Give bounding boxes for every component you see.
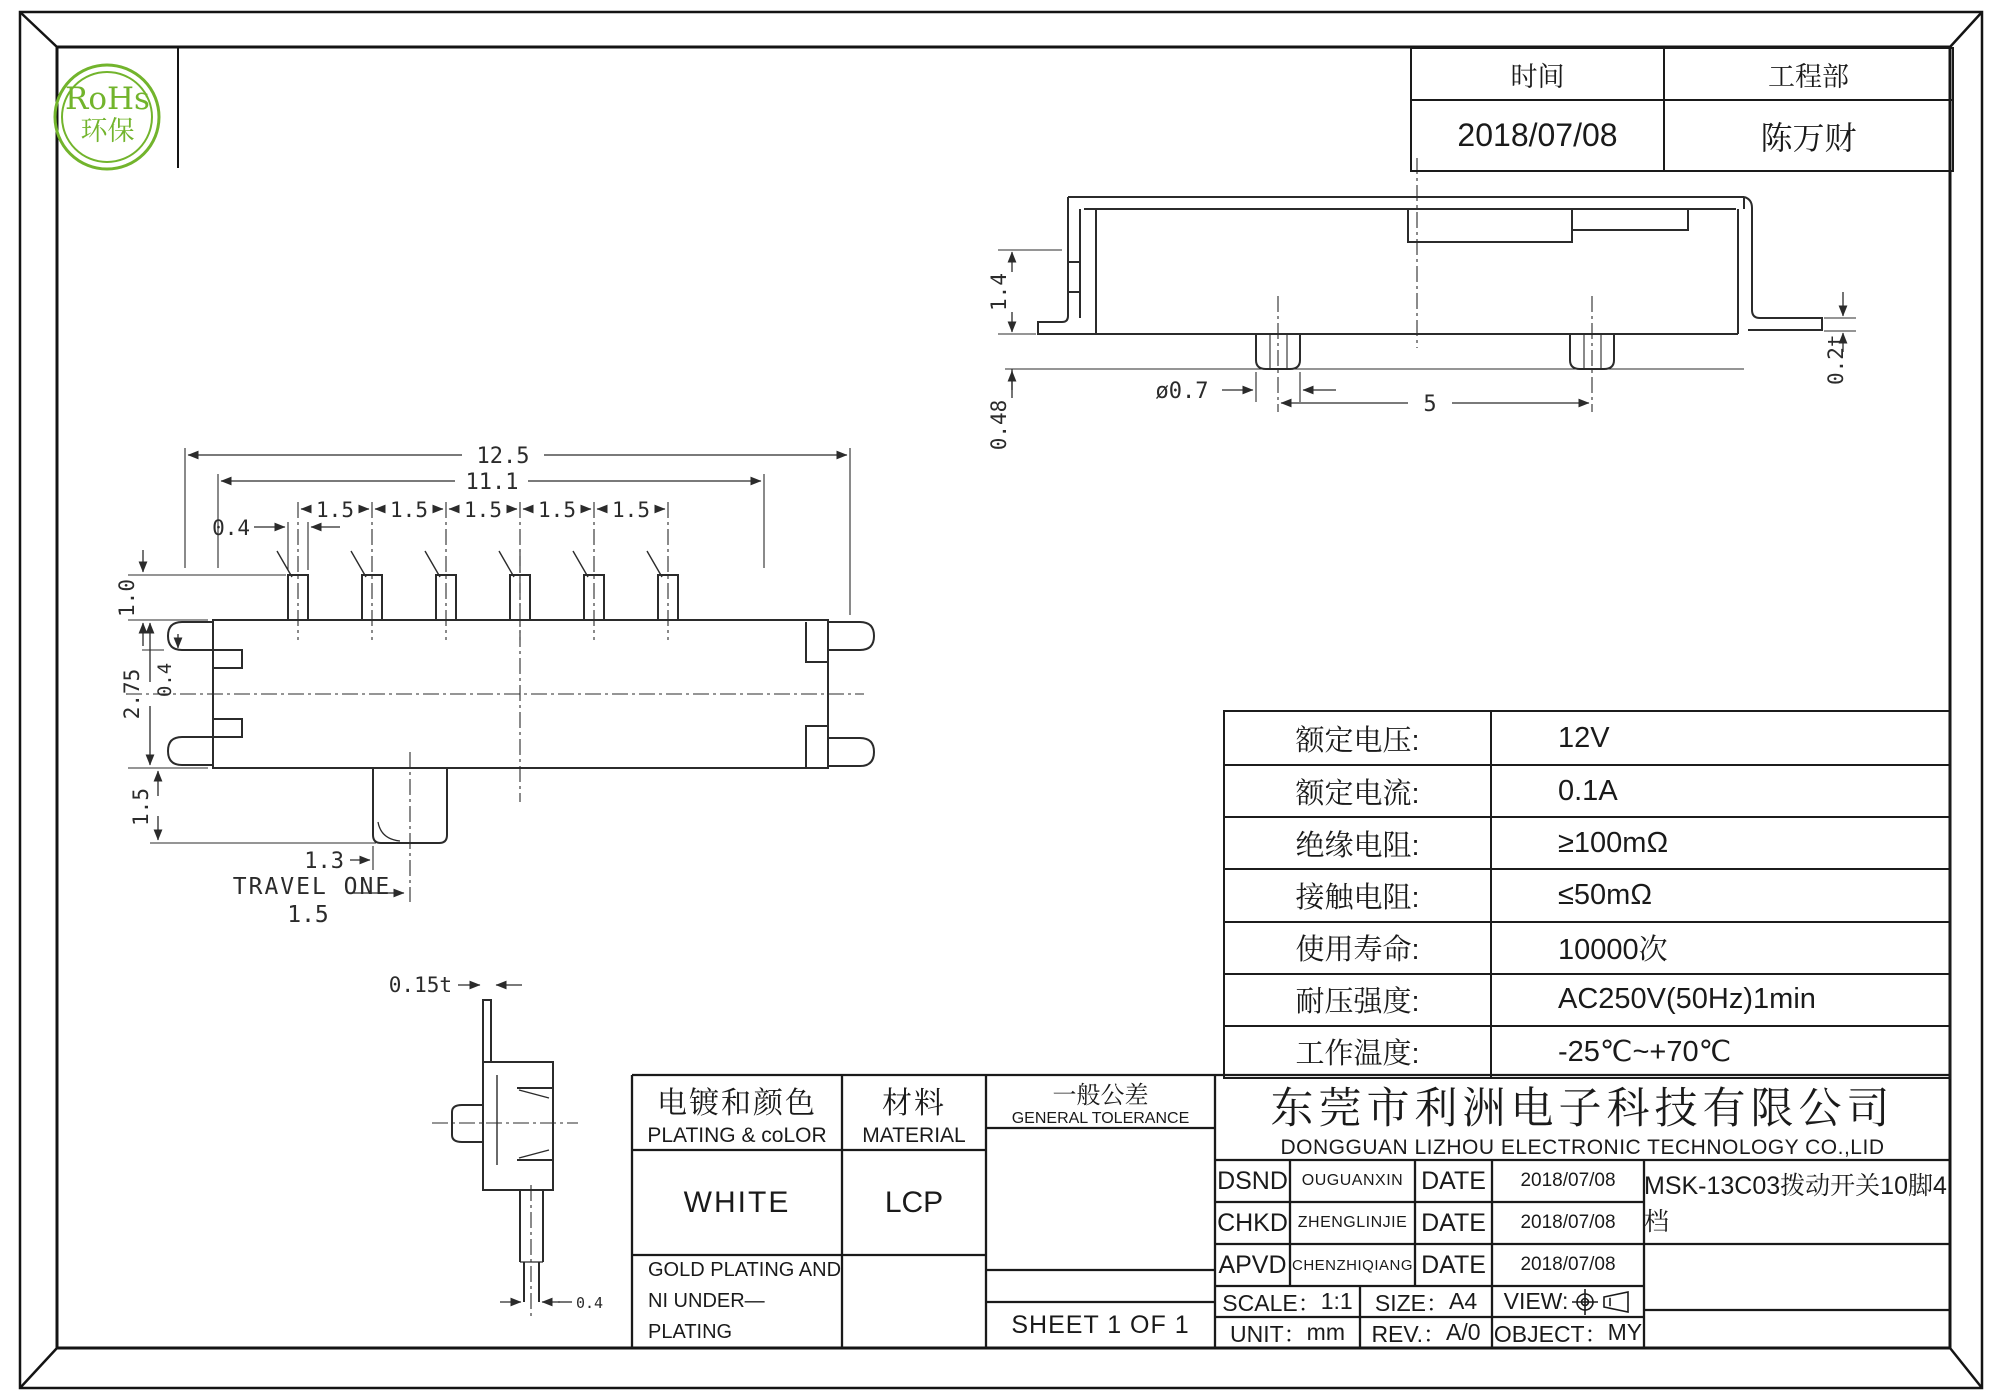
- tolerance-label-en: GENERAL TOLERANCE: [1011, 1110, 1190, 1127]
- object-value: MY: [1607, 1319, 1643, 1345]
- header-table: [1410, 47, 1954, 172]
- spec-label: 额定电压:: [1225, 712, 1492, 764]
- size-value: A4: [1448, 1288, 1478, 1314]
- first-angle-target-icon: [1572, 1289, 1598, 1315]
- object-label: OBJECT：: [1493, 1321, 1608, 1347]
- dim-top-pitch-3: 1.5: [464, 498, 502, 522]
- dim-top-pitch-1: 1.5: [316, 498, 354, 522]
- scale-cell: [1215, 1286, 1360, 1317]
- dim-top-overall: 12.5: [476, 444, 530, 469]
- view-label: VIEW:: [1503, 1288, 1569, 1314]
- dim-top-pin-width: 0.4: [212, 516, 250, 540]
- part-number: MSK-13C03拨动开关10脚4档: [1644, 1172, 1947, 1236]
- spec-label: 接触电阻:: [1225, 870, 1492, 920]
- header-dept-label: 工程部: [1665, 49, 1952, 101]
- spec-value: ≥100mΩ: [1558, 826, 1669, 859]
- scale-label: SCALE：: [1222, 1290, 1321, 1316]
- tolerance-header: [986, 1075, 1215, 1128]
- plating-note-line1: GOLD PLATING AND: [648, 1259, 842, 1281]
- plating-note-line2: NI UNDER—PLATING: [648, 1290, 765, 1343]
- material-header: [842, 1075, 986, 1150]
- header-dept-value: 陈万财: [1760, 119, 1857, 156]
- rev-value: A/0: [1446, 1319, 1481, 1345]
- unit-label: UNIT：: [1230, 1321, 1307, 1347]
- sign-role-apvd: APVD: [1218, 1250, 1287, 1279]
- sign-name-apvd: CHENZHIQIANG: [1291, 1256, 1413, 1274]
- travel-value: 1.5: [287, 902, 329, 928]
- sign-name-chkd: ZHENGLINJIE: [1297, 1214, 1408, 1231]
- dim-top-pitch-5: 1.5: [612, 498, 650, 522]
- dim-top-lug: 0.4: [154, 662, 176, 698]
- dim-side-pin-dia: ø0.7: [1155, 379, 1209, 404]
- company-name-en: DONGGUAN LIZHOU ELECTRONIC TECHNOLOGY CO.,LID: [1280, 1136, 1885, 1159]
- sign-role-chkd: CHKD: [1217, 1208, 1288, 1237]
- dim-top-stem: 1.5: [129, 788, 153, 826]
- size-label: SIZE：: [1374, 1290, 1449, 1316]
- spec-label: 额定电流:: [1225, 766, 1492, 816]
- dim-top-pin-len: 1.0: [115, 579, 139, 617]
- spec-label: 绝缘电阻:: [1225, 818, 1492, 868]
- dim-side-foot: 0.2t: [1824, 334, 1848, 385]
- company-block: [1215, 1075, 1950, 1160]
- unit-cell: [1215, 1317, 1360, 1348]
- rohs-logo: [40, 50, 175, 180]
- spec-row-life: [1225, 921, 1949, 973]
- spec-label: 耐压强度:: [1225, 975, 1492, 1025]
- rev-label: REV.：: [1371, 1321, 1447, 1347]
- spec-value: 0.1A: [1558, 774, 1618, 807]
- spec-table: [1223, 710, 1951, 1079]
- spec-label: 工作温度:: [1225, 1027, 1492, 1077]
- spec-row-withstand: [1225, 973, 1949, 1025]
- header-time-value: 2018/07/08: [1412, 101, 1665, 170]
- rohs-logo-title: RoHs: [65, 81, 150, 117]
- spec-value: 12V: [1558, 721, 1610, 754]
- sheet-number: SHEET 1 OF 1: [1011, 1310, 1190, 1339]
- unit-value: mm: [1306, 1319, 1345, 1345]
- sign-date-label-chkd: DATE: [1421, 1208, 1486, 1237]
- material-value: LCP: [884, 1185, 944, 1219]
- sign-date-dsnd: 2018/07/08: [1520, 1170, 1616, 1191]
- side-view: [998, 158, 1856, 412]
- object-cell: [1492, 1317, 1644, 1348]
- end-view: [432, 985, 578, 1318]
- sign-date-label-dsnd: DATE: [1421, 1166, 1486, 1195]
- spec-label: 使用寿命:: [1225, 923, 1492, 973]
- dim-end-pin-width: 0.4: [576, 1294, 604, 1312]
- spec-row-insulation: [1225, 816, 1949, 868]
- sign-date-apvd: 2018/07/08: [1520, 1254, 1616, 1275]
- size-cell: [1360, 1286, 1492, 1317]
- dim-end-cover: 0.15t: [388, 973, 452, 997]
- view-cell: [1492, 1286, 1644, 1317]
- rohs-logo-subtitle: 环保: [80, 116, 135, 146]
- sign-date-label-apvd: DATE: [1421, 1250, 1486, 1279]
- plating-header: [632, 1075, 842, 1150]
- spec-value: ≤50mΩ: [1558, 878, 1653, 911]
- travel-label: TRAVEL ONE: [232, 874, 392, 900]
- spec-row-current: [1225, 764, 1949, 816]
- dim-side-pin-pitch: 5: [1423, 392, 1437, 417]
- header-time-label: 时间: [1412, 49, 1665, 101]
- sign-role-dsnd: DSND: [1217, 1166, 1288, 1195]
- plating-note: [632, 1255, 842, 1348]
- rev-cell: [1360, 1317, 1492, 1348]
- dim-side-pin-ext: 0.48: [987, 399, 1011, 451]
- dim-top-knob-offset: 1.3: [304, 849, 344, 874]
- plating-value: WHITE: [683, 1185, 791, 1219]
- dim-top-inner: 11.1: [465, 470, 519, 495]
- sign-name-dsnd: OUGUANXIN: [1301, 1172, 1404, 1189]
- material-label-en: MATERIAL: [862, 1123, 966, 1147]
- plating-label-cn: 电镀和颜色: [657, 1086, 817, 1120]
- spec-value: AC250V(50Hz)1min: [1558, 983, 1816, 1016]
- dim-top-pitch-2: 1.5: [390, 498, 428, 522]
- projection-cone-icon: [1602, 1291, 1632, 1313]
- dim-top-body: 2.75: [120, 668, 144, 720]
- dim-top-pitch-4: 1.5: [538, 498, 576, 522]
- scale-value: 1:1: [1320, 1288, 1353, 1314]
- tolerance-label-cn: 一般公差: [1052, 1082, 1149, 1109]
- material-label-cn: 材料: [882, 1086, 946, 1120]
- dim-side-height: 1.4: [987, 273, 1011, 311]
- spec-value: 10000次: [1558, 934, 1668, 967]
- spec-row-temperature: [1225, 1025, 1949, 1077]
- company-name-cn: 东莞市利洲电子科技有限公司: [1270, 1085, 1895, 1133]
- sign-date-chkd: 2018/07/08: [1520, 1212, 1616, 1233]
- spec-row-contact: [1225, 868, 1949, 920]
- spec-value: -25℃~+70℃: [1558, 1036, 1732, 1069]
- plating-label-en: PLATING & coLOR: [647, 1123, 827, 1147]
- spec-row-voltage: [1225, 712, 1949, 764]
